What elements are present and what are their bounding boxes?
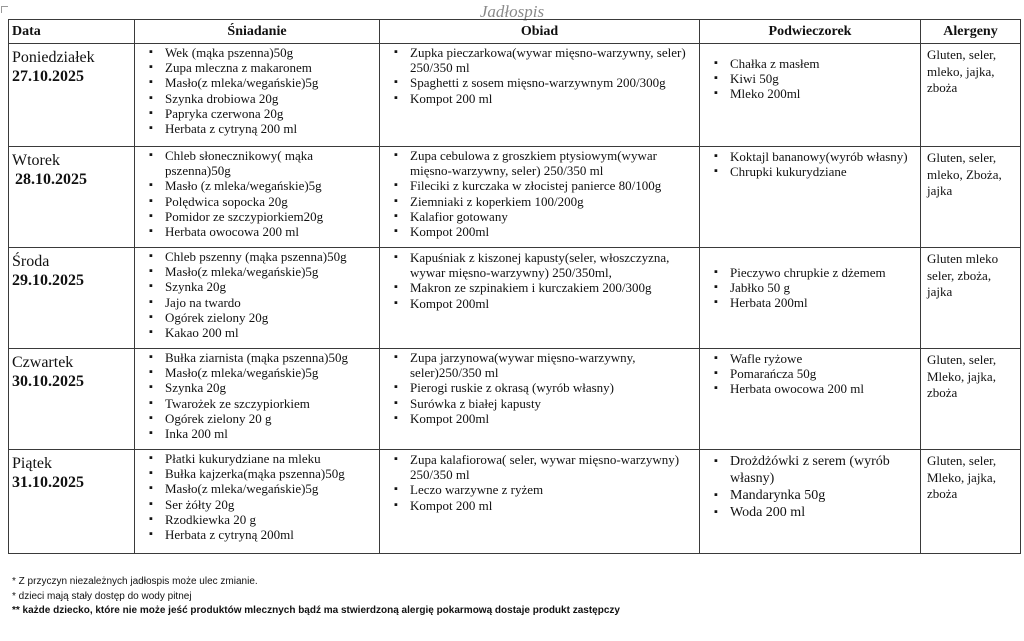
lunch-item: ▪ Kompot 200 ml	[384, 91, 695, 106]
breakfast-item: ▪ Szynka 20g	[139, 279, 375, 294]
snack-cell	[700, 44, 921, 147]
day-row	[9, 44, 1021, 147]
snack-item: ▪ Kiwi 50g	[704, 71, 916, 86]
breakfast-item: ▪ Bułka ziarnista (mąka pszenna)50g	[139, 350, 375, 365]
snack-item: ▪ Woda 200 ml	[704, 504, 916, 521]
day-row	[9, 248, 1021, 349]
day-name: Czwartek	[12, 354, 74, 371]
allergens-cell: Gluten, seler, Mleko, jajka, zboża	[921, 450, 1021, 554]
breakfast-list	[135, 45, 379, 136]
lunch-list	[380, 350, 699, 426]
lunch-cell	[380, 147, 700, 248]
breakfast-cell	[135, 44, 380, 147]
breakfast-item: ▪ Herbata z cytryną 200 ml	[139, 121, 375, 136]
breakfast-list	[135, 350, 379, 441]
breakfast-item: ▪ Płatki kukurydziane na mleku	[139, 451, 375, 466]
lunch-item: ▪ Kompot 200ml	[384, 296, 695, 311]
footnote-2: * dzieci mają stały dostęp do wody pitnej	[12, 590, 192, 602]
breakfast-item: ▪ Ogórek zielony 20 g	[139, 411, 375, 426]
snack-item: ▪ Koktajl bananowy(wyrób własny)	[704, 149, 916, 164]
breakfast-item: ▪ Polędwica sopocka 20g	[139, 194, 375, 209]
breakfast-item: ▪ Ogórek zielony 20g	[139, 310, 375, 325]
snack-item: ▪ Jabłko 50 g	[704, 280, 916, 295]
day-name: Wtorek	[12, 152, 60, 169]
breakfast-item: ▪ Masło (z mleka/wegańskie)5g	[139, 178, 375, 193]
allergens-cell: Gluten, seler, mleko, jajka, zboża	[921, 44, 1021, 147]
breakfast-item: ▪ Herbata z cytryną 200ml	[139, 527, 375, 542]
breakfast-item: ▪ Masło(z mleka/wegańskie)5g	[139, 75, 375, 90]
snack-item: ▪ Herbata 200ml	[704, 295, 916, 310]
lunch-cell	[380, 450, 700, 554]
breakfast-item: ▪ Kakao 200 ml	[139, 325, 375, 340]
day-cell	[9, 450, 135, 554]
lunch-cell	[380, 248, 700, 349]
lunch-item: ▪ Surówka z białej kapusty	[384, 396, 695, 411]
snack-list	[700, 265, 920, 311]
lunch-item: ▪ Spaghetti z sosem mięsno-warzywnym 200/300g	[384, 75, 695, 90]
day-row	[9, 349, 1021, 450]
lunch-item: ▪ Leczo warzywne z ryżem	[384, 482, 695, 497]
header-breakfast: Śniadanie	[135, 20, 380, 44]
breakfast-item: ▪ Inka 200 ml	[139, 426, 375, 441]
header-lunch: Obiad	[380, 20, 700, 44]
breakfast-cell	[135, 349, 380, 450]
lunch-item: ▪ Kompot 200ml	[384, 224, 695, 239]
footnote-1: * Z przyczyn niezależnych jadłospis może ulec zmianie.	[12, 576, 258, 587]
day-cell	[9, 349, 135, 450]
snack-item: ▪ Chałka z masłem	[704, 56, 916, 71]
snack-cell	[700, 147, 921, 248]
lunch-list	[380, 148, 699, 239]
breakfast-item: ▪ Masło(z mleka/wegańskie)5g	[139, 264, 375, 279]
day-cell	[9, 147, 135, 248]
breakfast-item: ▪ Masło(z mleka/wegańskie)5g	[139, 365, 375, 380]
lunch-item: ▪ Zupa jarzynowa(wywar mięsno-warzywny, seler)250/350 ml	[384, 350, 695, 380]
snack-item: ▪ Mandarynka 50g	[704, 487, 916, 504]
snack-list	[700, 351, 920, 397]
day-row	[9, 147, 1021, 248]
day-name: Piątek	[12, 455, 52, 472]
lunch-cell	[380, 349, 700, 450]
breakfast-item: ▪ Pomidor ze szczypiorkiem20g	[139, 209, 375, 224]
header-snack: Podwieczorek	[700, 20, 921, 44]
breakfast-item: ▪ Szynka 20g	[139, 380, 375, 395]
snack-item: ▪ Drożdżówki z serem (wyrób własny)	[704, 453, 916, 487]
breakfast-item: ▪ Twarożek ze szczypiorkiem	[139, 396, 375, 411]
snack-list	[700, 453, 920, 521]
breakfast-cell	[135, 450, 380, 554]
breakfast-item: ▪ Ser żółty 20g	[139, 497, 375, 512]
breakfast-list	[135, 249, 379, 340]
lunch-item: ▪ Kapuśniak z kiszonej kapusty(seler, włoszczyzna, wywar mięsno-warzywny) 250/350ml,	[384, 250, 695, 280]
breakfast-item: ▪ Masło(z mleka/wegańskie)5g	[139, 481, 375, 496]
snack-item: ▪ Mleko 200ml	[704, 86, 916, 101]
breakfast-item: ▪ Bułka kajzerka(mąka pszenna)50g	[139, 466, 375, 481]
breakfast-cell	[135, 248, 380, 349]
day-date: 28.10.2025	[15, 171, 87, 188]
document-title: Jadłospis	[479, 2, 545, 21]
menu-table	[8, 19, 1021, 554]
snack-item: ▪ Pomarańcza 50g	[704, 366, 916, 381]
breakfast-list	[135, 148, 379, 239]
lunch-item: ▪ Pierogi ruskie z okrasą (wyrób własny)	[384, 380, 695, 395]
day-row	[9, 450, 1021, 554]
day-date: 30.10.2025	[12, 373, 84, 390]
lunch-item: ▪ Zupa cebulowa z groszkiem ptysiowym(wywar mięsno-warzywny, seler) 250/350 ml	[384, 148, 695, 178]
lunch-item: ▪ Kompot 200 ml	[384, 498, 695, 513]
breakfast-item: ▪ Herbata owocowa 200 ml	[139, 224, 375, 239]
allergens-cell: Gluten, seler, mleko, Zboża, jajka	[921, 147, 1021, 248]
lunch-item: ▪ Kompot 200ml	[384, 411, 695, 426]
snack-item: ▪ Wafle ryżowe	[704, 351, 916, 366]
day-cell	[9, 44, 135, 147]
breakfast-item: ▪ Jajo na twardo	[139, 295, 375, 310]
lunch-item: ▪ Kalafior gotowany	[384, 209, 695, 224]
allergens-cell: Gluten mleko seler, zboża, jajka	[921, 248, 1021, 349]
header-row	[9, 20, 1021, 44]
day-cell	[9, 248, 135, 349]
lunch-list	[380, 250, 699, 311]
day-date: 29.10.2025	[12, 272, 84, 289]
lunch-list	[380, 45, 699, 106]
lunch-list	[380, 452, 699, 513]
breakfast-cell	[135, 147, 380, 248]
snack-cell	[700, 349, 921, 450]
day-name: Środa	[12, 253, 50, 270]
breakfast-item: ▪ Wek (mąka pszenna)50g	[139, 45, 375, 60]
snack-cell	[700, 450, 921, 554]
day-date: 27.10.2025	[12, 68, 84, 85]
header-date: Data	[9, 20, 135, 44]
breakfast-item: ▪ Zupa mleczna z makaronem	[139, 60, 375, 75]
lunch-item: ▪ Makron ze szpinakiem i kurczakiem 200/300g	[384, 280, 695, 295]
day-name: Poniedziałek	[12, 49, 95, 66]
lunch-item: ▪ Zupa kalafiorowa( seler, wywar mięsno-warzywny) 250/350 ml	[384, 452, 695, 482]
snack-item: ▪ Pieczywo chrupkie z dżemem	[704, 265, 916, 280]
lunch-item: ▪ Ziemniaki z koperkiem 100/200g	[384, 194, 695, 209]
header-allergens: Alergeny	[921, 20, 1021, 44]
breakfast-list	[135, 451, 379, 542]
snack-list	[700, 149, 920, 179]
snack-cell	[700, 248, 921, 349]
breakfast-item: ▪ Chleb słonecznikowy( mąka pszenna)50g	[139, 148, 375, 178]
snack-item: ▪ Herbata owocowa 200 ml	[704, 381, 916, 396]
lunch-item: ▪ Fileciki z kurczaka w złocistej panierce 80/100g	[384, 178, 695, 193]
day-date: 31.10.2025	[12, 474, 84, 491]
menu-body	[9, 44, 1021, 554]
breakfast-item: ▪ Papryka czerwona 20g	[139, 106, 375, 121]
snack-list	[700, 56, 920, 102]
footnotes	[12, 575, 1012, 619]
snack-item: ▪ Chrupki kukurydziane	[704, 164, 916, 179]
breakfast-item: ▪ Szynka drobiowa 20g	[139, 91, 375, 106]
lunch-cell	[380, 44, 700, 147]
breakfast-item: ▪ Chleb pszenny (mąka pszenna)50g	[139, 249, 375, 264]
lunch-item: ▪ Zupka pieczarkowa(wywar mięsno-warzywny, seler) 250/350 ml	[384, 45, 695, 75]
footnote-3: ** każde dziecko, które nie może jeść produktów mlecznych bądź ma stwierdzoną alergię pokarmową dostaje produkt zastępczy	[12, 605, 620, 616]
allergens-cell: Gluten, seler, Mleko, jajka, zboża	[921, 349, 1021, 450]
breakfast-item: ▪ Rzodkiewka 20 g	[139, 512, 375, 527]
